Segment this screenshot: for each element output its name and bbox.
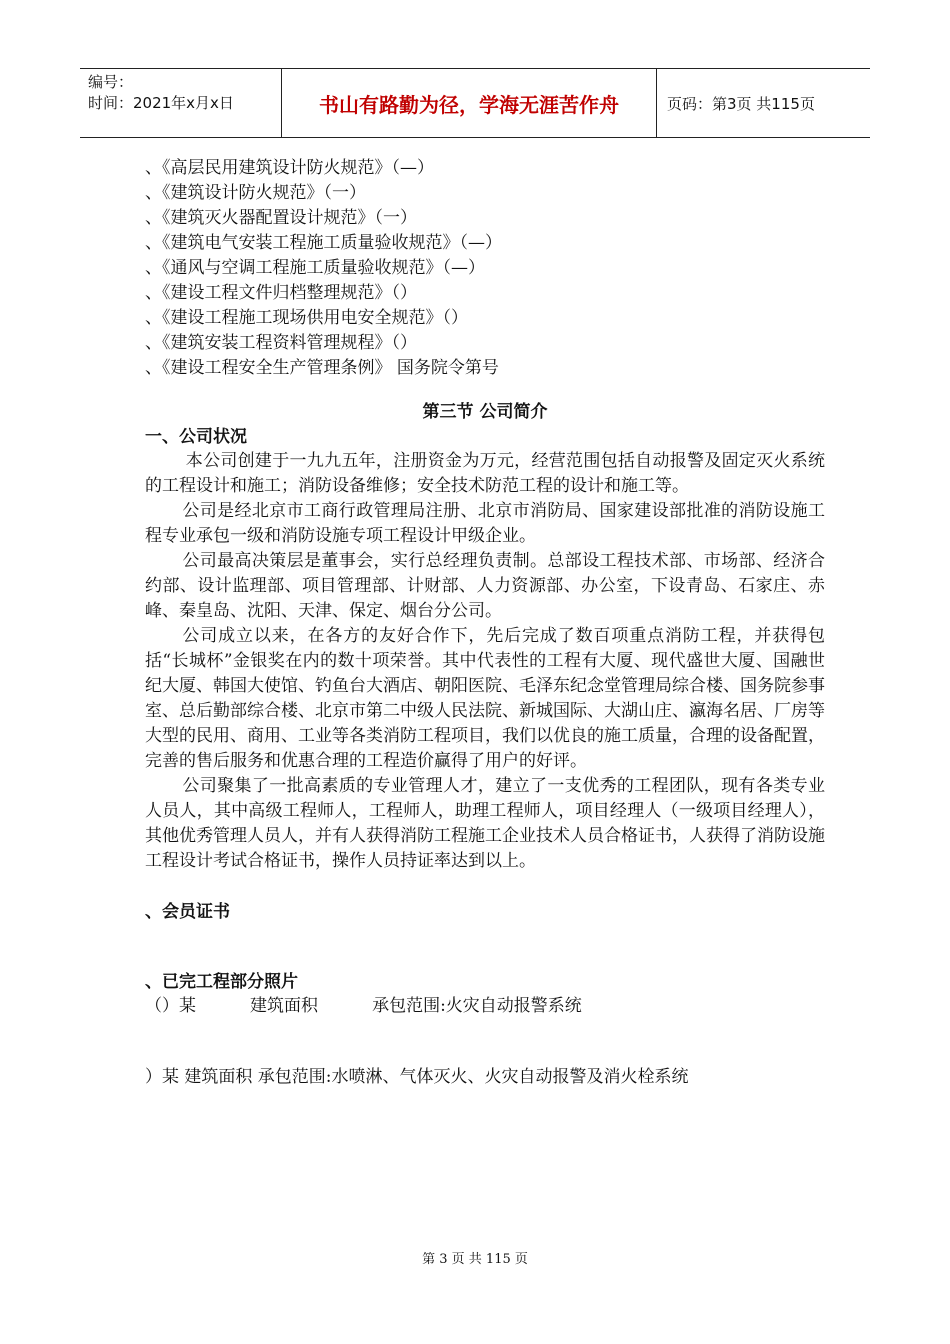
header-motto: 书山有路勤为径，学海无涯苦作舟 [282, 69, 657, 137]
section-subtitle: 一、公司状况 [145, 427, 247, 447]
reference-item: 、《建筑电气安装工程施工质量验收规范》（—） [145, 233, 502, 253]
header-left-cell [80, 69, 282, 137]
reference-item: 、《建筑安装工程资料管理规程》（） [145, 333, 417, 353]
reference-item: 、《建设工程施工现场供用电安全规范》（） [145, 308, 468, 328]
body-paragraph: 本公司创建于一九九五年，注册资金为万元，经营范围包括自动报警及固定灭火系统的工程设计和施工；消防设备维修；安全技术防范工程的设计和施工等。 [145, 451, 825, 496]
header-number-label: 编号： [88, 73, 134, 91]
body-paragraph: 公司聚集了一批高素质的专业管理人才，建立了一支优秀的工程团队，现有各类专业人员人，其中高级工程师人，工程师人，助理工程师人，项目经理人（一级项目经理人），其他优秀管理人员人，并有人获得消防工程施工企业技术人员合格证书，人获得了消防设施工程设计考试合格证书，操作人员持证率达到以上。 [145, 776, 825, 871]
reference-item: 、《通风与空调工程施工质量验收规范》（—） [145, 258, 485, 278]
reference-item: 、《高层民用建筑设计防火规范》（—） [145, 158, 434, 178]
document-body [145, 156, 825, 1090]
body-paragraph: 公司是经北京市工商行政管理局注册、北京市消防局、国家建设部批准的消防设施工程专业承包一级和消防设施专项工程设计甲级企业。 [145, 501, 825, 546]
page-header [80, 68, 870, 138]
reference-item: 、《建设工程安全生产管理条例》 国务院令第号 [145, 358, 499, 378]
page-footer: 第 3 页 共 115 页 [422, 1252, 528, 1267]
photos-title: 、已完工程部分照片 [145, 972, 298, 992]
reference-item: 、《建筑灭火器配置设计规范》（一） [145, 208, 417, 228]
header-page-info: 页码：第3页 共115页 [667, 94, 815, 113]
body-paragraph: 公司成立以来，在各方的友好合作下，先后完成了数百项重点消防工程，并获得包括“长城杯”金银奖在内的数十项荣誉。其中代表性的工程有大厦、现代盛世大厦、国融世纪大厦、韩国大使馆、钓鱼台大酒店、朝阳医院、毛泽东纪念堂管理局综合楼、国务院参事室、总后勤部综合楼、北京市第二中级人民法院、新城国际、大湖山庄、瀛海名居、厂房等大型的民用、商用、工业等各类消防工程项目，我们以优良的施工质量，合理的设备配置，完善的售后服务和优惠合理的工程造价赢得了用户的好评。 [145, 626, 825, 771]
body-paragraph: 公司最高决策层是董事会，实行总经理负责制。总部设工程技术部、市场部、经济合约部、设计监理部、项目管理部、计财部、人力资源部、办公室，下设青岛、石家庄、赤峰、秦皇岛、沈阳、天津、保定、烟台分公司。 [145, 551, 825, 621]
reference-item: 、《建设工程文件归档整理规范》（） [145, 283, 417, 303]
header-date-label: 时间：2021年x月x日 [88, 94, 234, 112]
section-title: 第三节 公司简介 [422, 402, 548, 422]
reference-item: 、《建筑设计防火规范》（一） [145, 183, 366, 203]
photo-caption: （）某 建筑面积 承包范围:火灾自动报警系统 [145, 996, 582, 1016]
photo-caption: ）某 建筑面积 承包范围:水喷淋、气体灭火、火灾自动报警及消火栓系统 [145, 1067, 689, 1087]
cert-title: 、会员证书 [145, 902, 230, 922]
reference-list [145, 156, 825, 381]
